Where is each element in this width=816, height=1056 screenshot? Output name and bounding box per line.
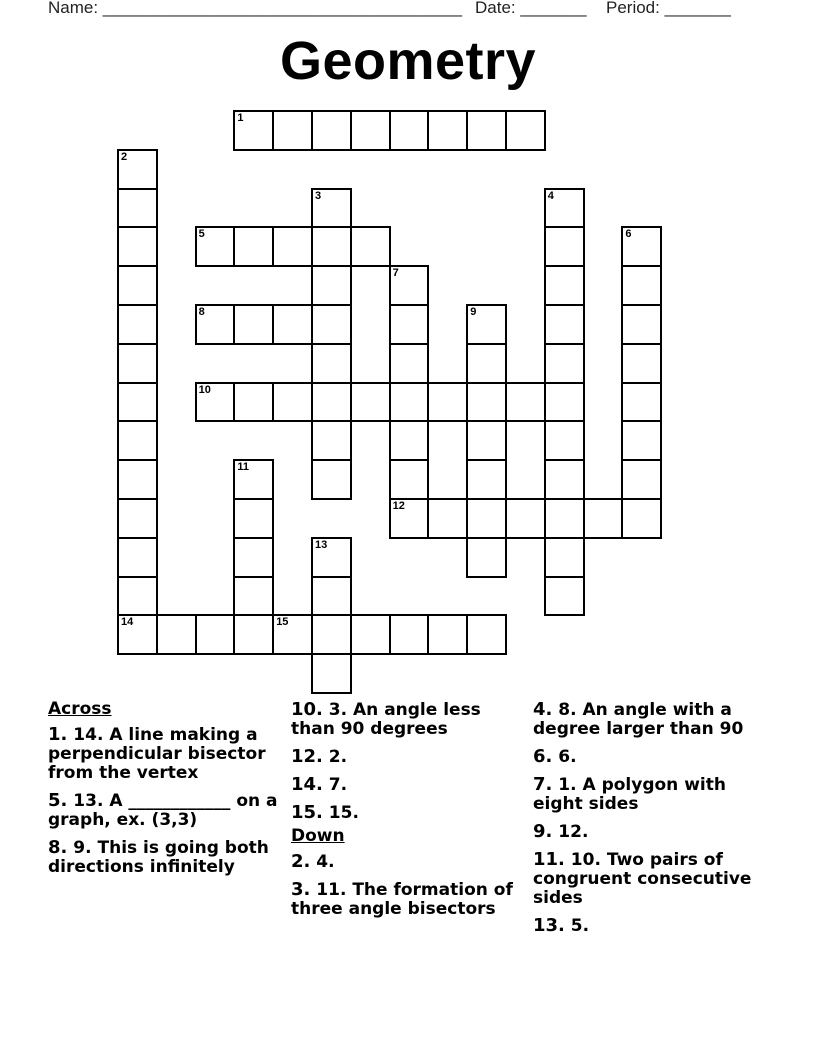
- crossword-cell[interactable]: [466, 537, 507, 578]
- crossword-cell[interactable]: [272, 304, 313, 345]
- crossword-cell[interactable]: [544, 226, 585, 267]
- crossword-cell[interactable]: [505, 110, 546, 151]
- crossword-cell[interactable]: [389, 382, 430, 423]
- clue-item-number: 9.: [533, 821, 553, 842]
- clue-number: 10: [198, 383, 211, 396]
- clue-number: 2: [121, 150, 128, 163]
- clue-item: [533, 747, 763, 767]
- clue-item: [291, 747, 521, 767]
- crossword-cell[interactable]: [350, 614, 391, 655]
- crossword-cell[interactable]: [272, 382, 313, 423]
- crossword-cell[interactable]: [621, 304, 662, 345]
- clue-item-number: 12.: [291, 746, 323, 767]
- crossword-cell[interactable]: [117, 304, 158, 345]
- clue-item-number: 14.: [291, 774, 323, 795]
- crossword-cell[interactable]: [505, 382, 546, 423]
- clue-item-text: 5.: [564, 916, 590, 936]
- clue-item-number: 15.: [291, 802, 323, 823]
- crossword-cell[interactable]: [117, 265, 158, 306]
- clue-column-1: [48, 700, 278, 885]
- clue-item: [291, 852, 521, 872]
- crossword-cell[interactable]: [233, 226, 274, 267]
- crossword-cell[interactable]: [544, 382, 585, 423]
- clue-item-text: 9. This is going both directions infinitely: [48, 838, 269, 877]
- crossword-cell[interactable]: [311, 382, 352, 423]
- crossword-cell[interactable]: [195, 614, 236, 655]
- crossword-cell[interactable]: [389, 420, 430, 461]
- crossword-cell[interactable]: [621, 420, 662, 461]
- crossword-cell[interactable]: [427, 382, 468, 423]
- crossword-cell[interactable]: [466, 498, 507, 539]
- crossword-cell[interactable]: [544, 304, 585, 345]
- clue-item-number: 5.: [48, 790, 68, 811]
- crossword-cell[interactable]: [311, 576, 352, 617]
- clue-item-number: 10.: [291, 699, 323, 720]
- crossword-cell[interactable]: [233, 498, 274, 539]
- clue-item-text: 10. Two pairs of congruent consecutive sides: [533, 850, 752, 908]
- crossword-cell[interactable]: [389, 304, 430, 345]
- crossword-cell[interactable]: [311, 537, 352, 578]
- clue-number: 7: [392, 267, 399, 280]
- crossword-cell[interactable]: [544, 459, 585, 500]
- crossword-cell[interactable]: [311, 343, 352, 384]
- crossword-cell[interactable]: [466, 459, 507, 500]
- crossword-cell[interactable]: [427, 614, 468, 655]
- clue-item: [533, 700, 763, 739]
- crossword-cell[interactable]: [544, 188, 585, 229]
- crossword-cell[interactable]: [311, 304, 352, 345]
- clue-item: [291, 803, 521, 823]
- crossword-cell[interactable]: [117, 537, 158, 578]
- crossword-cell[interactable]: [233, 304, 274, 345]
- crossword-cell[interactable]: [311, 420, 352, 461]
- crossword-cell[interactable]: [544, 576, 585, 617]
- crossword-cell[interactable]: [621, 226, 662, 267]
- crossword-cell[interactable]: [233, 110, 274, 151]
- crossword-cell[interactable]: [466, 382, 507, 423]
- clue-item: [48, 838, 278, 877]
- crossword-cell[interactable]: [311, 188, 352, 229]
- clue-item: [48, 725, 278, 783]
- crossword-cell[interactable]: [117, 226, 158, 267]
- down-heading: Down: [291, 826, 345, 846]
- clue-item-text: 12.: [552, 822, 589, 842]
- crossword-cell[interactable]: [389, 343, 430, 384]
- crossword-cell[interactable]: [389, 110, 430, 151]
- clue-item-number: 2.: [291, 851, 311, 872]
- date-field[interactable]: Date: _______: [475, 0, 587, 17]
- crossword-cell[interactable]: [117, 614, 158, 655]
- clue-number: 5: [198, 228, 205, 241]
- crossword-cell[interactable]: [466, 343, 507, 384]
- clue-item-number: 7.: [533, 774, 553, 795]
- crossword-cell[interactable]: [311, 653, 352, 694]
- crossword-cell[interactable]: [389, 459, 430, 500]
- clue-item-text: 4.: [310, 852, 335, 872]
- clue-number: 8: [198, 306, 205, 318]
- clue-item-number: 11.: [533, 849, 565, 870]
- crossword-cell[interactable]: [544, 265, 585, 306]
- crossword-cell[interactable]: [117, 498, 158, 539]
- crossword-cell[interactable]: [389, 265, 430, 306]
- clue-item-text: 1. A polygon with eight sides: [533, 775, 726, 814]
- clue-column-2: [291, 700, 521, 927]
- clue-item: [533, 916, 763, 936]
- crossword-cell[interactable]: [389, 498, 430, 539]
- clue-item-number: 3.: [291, 879, 311, 900]
- crossword-cell[interactable]: [621, 343, 662, 384]
- crossword-cell[interactable]: [233, 459, 274, 500]
- crossword-cell[interactable]: [117, 459, 158, 500]
- clue-number: 6: [625, 228, 632, 241]
- clue-item-text: 13. A ____________ on a graph, ex. (3,3): [48, 791, 278, 830]
- clue-item-number: 1.: [48, 724, 68, 745]
- crossword-cell[interactable]: [311, 614, 352, 655]
- clue-item: [48, 791, 278, 830]
- clue-number: 4: [547, 189, 554, 202]
- clue-item: [291, 700, 521, 739]
- crossword-cell[interactable]: [233, 576, 274, 617]
- crossword-cell[interactable]: [272, 614, 313, 655]
- across-heading: Across: [48, 699, 112, 719]
- crossword-cell[interactable]: [195, 382, 236, 423]
- crossword-cell[interactable]: [427, 110, 468, 151]
- crossword-cell[interactable]: [466, 304, 507, 345]
- clue-item-text: 3. An angle less than 90 degrees: [291, 700, 481, 739]
- crossword-cell[interactable]: [233, 614, 274, 655]
- crossword-cell[interactable]: [117, 343, 158, 384]
- crossword-cell[interactable]: [117, 188, 158, 229]
- crossword-cell[interactable]: [311, 265, 352, 306]
- clue-item-text: 8. An angle with a degree larger than 90: [533, 700, 744, 739]
- clue-number: 3: [315, 189, 322, 202]
- clue-column-3: [533, 700, 763, 944]
- crossword-cell[interactable]: [466, 110, 507, 151]
- crossword-cell[interactable]: [117, 420, 158, 461]
- clue-item-number: 8.: [48, 837, 68, 858]
- crossword-cell[interactable]: [117, 149, 158, 190]
- crossword-cell[interactable]: [311, 459, 352, 500]
- clue-item-number: 4.: [533, 699, 553, 720]
- crossword-cell[interactable]: [233, 382, 274, 423]
- crossword-cell[interactable]: [544, 343, 585, 384]
- crossword-cell[interactable]: [621, 498, 662, 539]
- clue-number: 14: [121, 616, 134, 629]
- clue-item-text: 6.: [552, 747, 577, 767]
- crossword-cell[interactable]: [350, 226, 391, 267]
- clue-item-number: 13.: [533, 915, 565, 936]
- crossword-cell[interactable]: [350, 110, 391, 151]
- crossword-cell[interactable]: [117, 576, 158, 617]
- clue-item: [291, 775, 521, 795]
- clue-item-text: 11. The formation of three angle bisectors: [291, 880, 513, 919]
- clue-item: [533, 775, 763, 814]
- crossword-cell[interactable]: [621, 459, 662, 500]
- clue-item-text: 15.: [322, 803, 359, 823]
- crossword-cell[interactable]: [621, 382, 662, 423]
- crossword-cell[interactable]: [311, 110, 352, 151]
- name-field[interactable]: Name: ______________________________________: [48, 0, 463, 17]
- crossword-cell[interactable]: [272, 226, 313, 267]
- crossword-cell[interactable]: [466, 420, 507, 461]
- clue-item-text: 14. A line making a perpendicular bisector from the vertex: [48, 725, 266, 783]
- crossword-cell[interactable]: [621, 265, 662, 306]
- crossword-cell[interactable]: [195, 304, 236, 345]
- crossword-cell[interactable]: [389, 614, 430, 655]
- crossword-cell[interactable]: [233, 537, 274, 578]
- clue-item-text: 2.: [322, 747, 348, 767]
- clue-number: 13: [315, 538, 328, 551]
- crossword-cell[interactable]: [272, 110, 313, 151]
- crossword-cell[interactable]: [156, 614, 197, 655]
- clue-item-text: 7.: [322, 775, 348, 795]
- clue-item-number: 6.: [533, 746, 553, 767]
- crossword-cell[interactable]: [466, 614, 507, 655]
- clue-item: [291, 880, 521, 919]
- crossword-cell[interactable]: [544, 420, 585, 461]
- crossword-cell[interactable]: [505, 498, 546, 539]
- clue-number: 15: [276, 616, 289, 629]
- clue-number: 12: [392, 500, 405, 512]
- crossword-cell[interactable]: [350, 382, 391, 423]
- crossword-cell[interactable]: [195, 226, 236, 267]
- crossword-cell[interactable]: [311, 226, 352, 267]
- crossword-cell[interactable]: [583, 498, 624, 539]
- crossword-cell[interactable]: [427, 498, 468, 539]
- clue-number: 11: [237, 461, 250, 474]
- clue-item: [533, 822, 763, 842]
- clue-number: 1: [237, 112, 244, 124]
- crossword-cell[interactable]: [117, 382, 158, 423]
- crossword-cell[interactable]: [544, 498, 585, 539]
- page-title: Geometry: [279, 31, 537, 91]
- crossword-cell[interactable]: [544, 537, 585, 578]
- clue-item: [533, 850, 763, 908]
- period-field[interactable]: Period: _______: [606, 0, 731, 17]
- clue-number: 9: [470, 306, 477, 318]
